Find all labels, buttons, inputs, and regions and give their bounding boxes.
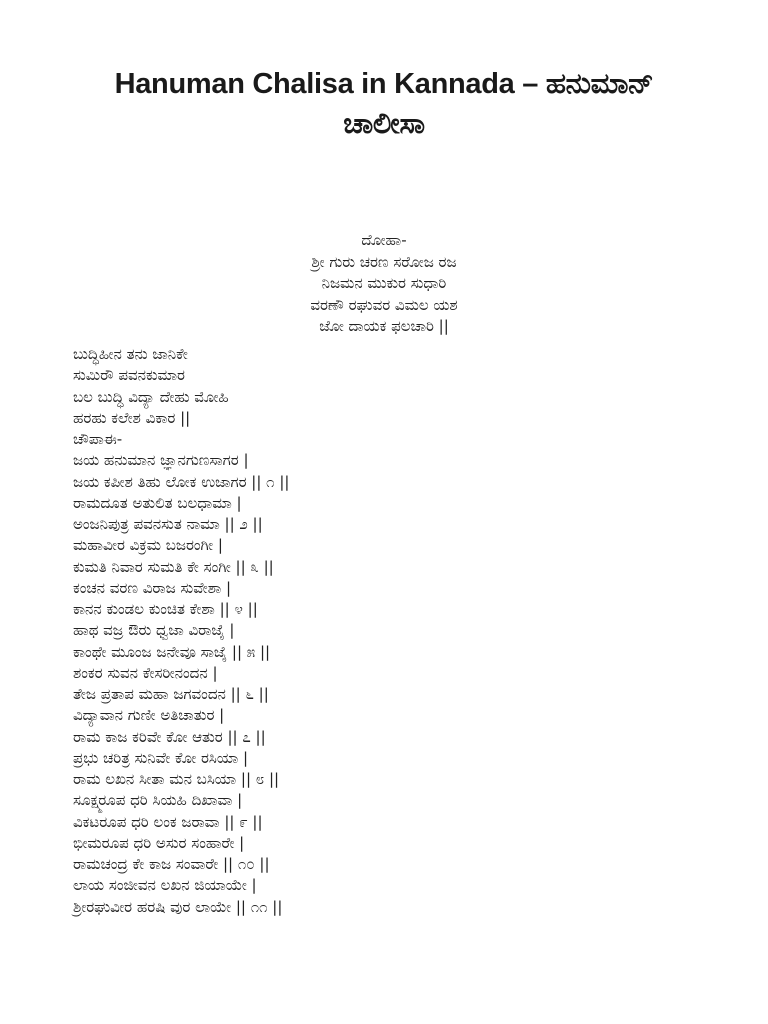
verse-line: ಸುಮಿರೌ ಪವನಕುಮಾರ <box>73 366 185 385</box>
chaupai-heading: ಚೌಪಾಈ- <box>73 430 123 448</box>
verse-line: ರಾಮ ಲಖನ ಸೀತಾ ಮನ ಬಸಿಯಾ || ೮ || <box>73 770 280 788</box>
verse-line: ಶಂಕರ ಸುವನ ಕೇಸರೀನಂದನ | <box>73 663 218 682</box>
verse-line: ಜಯ ಕಪೀಶ ತಿಹು ಲೋಕ ಉಜಾಗರ || ೧ || <box>73 472 290 491</box>
page-title-line-2: ಚಾಲೀಸಾ <box>343 108 425 140</box>
doha-line: ಶ್ರೀ ಗುರು ಚರಣ ಸರೋಜ ರಜ <box>311 252 457 271</box>
doha-line: ನಿಜಮನ ಮುಕುರ ಸುಧಾರಿ <box>321 274 447 292</box>
verse-line: ಪ್ರಭು ಚರಿತ್ರ ಸುನಿವೇ ಕೋ ರಸಿಯಾ | <box>73 748 249 767</box>
verse-line: ಅಂಜನಿಪುತ್ರ ಪವನಸುತ ನಾಮಾ || ೨ || <box>73 515 263 533</box>
verse-line: ರಾಮಚಂದ್ರ ಕೇ ಕಾಜ ಸಂವಾರೇ || ೧೦ || <box>73 855 270 873</box>
doha-line: ವರಣೌ ರಘುವರ ವಿಮಲ ಯಶ <box>310 295 458 314</box>
verse-line: ಹಾಥ ವಜ್ರ ಔರು ಧ್ವಜಾ ವಿರಾಜೈ | <box>73 621 235 640</box>
verse-line: ರಾಮ ಕಾಜ ಕರಿವೇ ಕೋ ಆತುರ || ೭ || <box>73 727 266 746</box>
verse-line: ಲಾಯ ಸಂಜೀವನ ಲಖನ ಜಿಯಾಯೇ | <box>73 876 257 895</box>
verse-line: ಹರಹು ಕಲೇಶ ವಿಕಾರ || <box>73 408 191 427</box>
verse-line: ಮಹಾವೀರ ವಿಕ್ರಮ ಬಜರಂಗೀ | <box>73 536 223 555</box>
verse-line: ಶ್ರೀರಘುವೀರ ಹರಷಿ ವುರ ಲಾಯೇ || ೧೧ || <box>73 897 283 916</box>
verse-line: ಸೂಕ್ಷ್ಮರೂಪ ಧರಿ ಸಿಯಹಿ ದಿಖಾವಾ | <box>73 791 243 810</box>
doha-block <box>120 230 648 338</box>
doha-heading: ದೋಹಾ- <box>361 231 407 249</box>
verse-line: ಭೀಮರೂಪ ಧರಿ ಅಸುರ ಸಂಹಾರೇ | <box>73 833 245 852</box>
verse-line: ಜಯ ಹನುಮಾನ ಜ್ಞಾನಗುಣಸಾಗರ | <box>73 451 249 470</box>
verse-line: ಬುದ್ಧಿಹೀನ ತನು ಜಾನಿಕೇ <box>73 345 188 363</box>
page-title <box>60 64 708 144</box>
verse-line: ವಿದ್ಯಾವಾನ ಗುಣೀ ಅತಿಚಾತುರ | <box>73 706 225 725</box>
verse-line: ತೇಜ ಪ್ರತಾಪ ಮಹಾ ಜಗವಂದನ || ೬ || <box>73 685 269 703</box>
verse-line: ವಿಕಟರೂಪ ಧರಿ ಲಂಕ ಜರಾವಾ || ೯ || <box>73 812 263 831</box>
verse-line: ರಾಮದೂತ ಅತುಲಿತ ಬಲಧಾಮಾ | <box>73 493 242 512</box>
verse-line: ಕಾನನ ಕುಂಡಲ ಕುಂಚಿತ ಕೇಶಾ || ೪ || <box>73 600 258 618</box>
verse-line: ಕಾಂಥೇ ಮೂಂಜ ಜನೇವೂ ಸಾಜೈ || ೫ || <box>73 642 271 661</box>
verse-line: ಕಂಚನ ವರಣ ವಿರಾಜ ಸುವೇಶಾ | <box>73 578 232 597</box>
verse-line: ಕುಮತಿ ನಿವಾರ ಸುಮತಿ ಕೇ ಸಂಗೀ || ೩ || <box>73 557 274 576</box>
verse-line: ಬಲ ಬುದ್ಧಿ ವಿದ್ಯಾ ದೇಹು ಮೋಹಿ <box>73 387 229 406</box>
verse-block <box>73 344 673 918</box>
doha-line: ಜೋ ದಾಯಕ ಫಲಚಾರಿ || <box>319 317 449 335</box>
page-title-line-1: Hanuman Chalisa in Kannada – ಹನುಮಾನ್ <box>114 68 654 100</box>
